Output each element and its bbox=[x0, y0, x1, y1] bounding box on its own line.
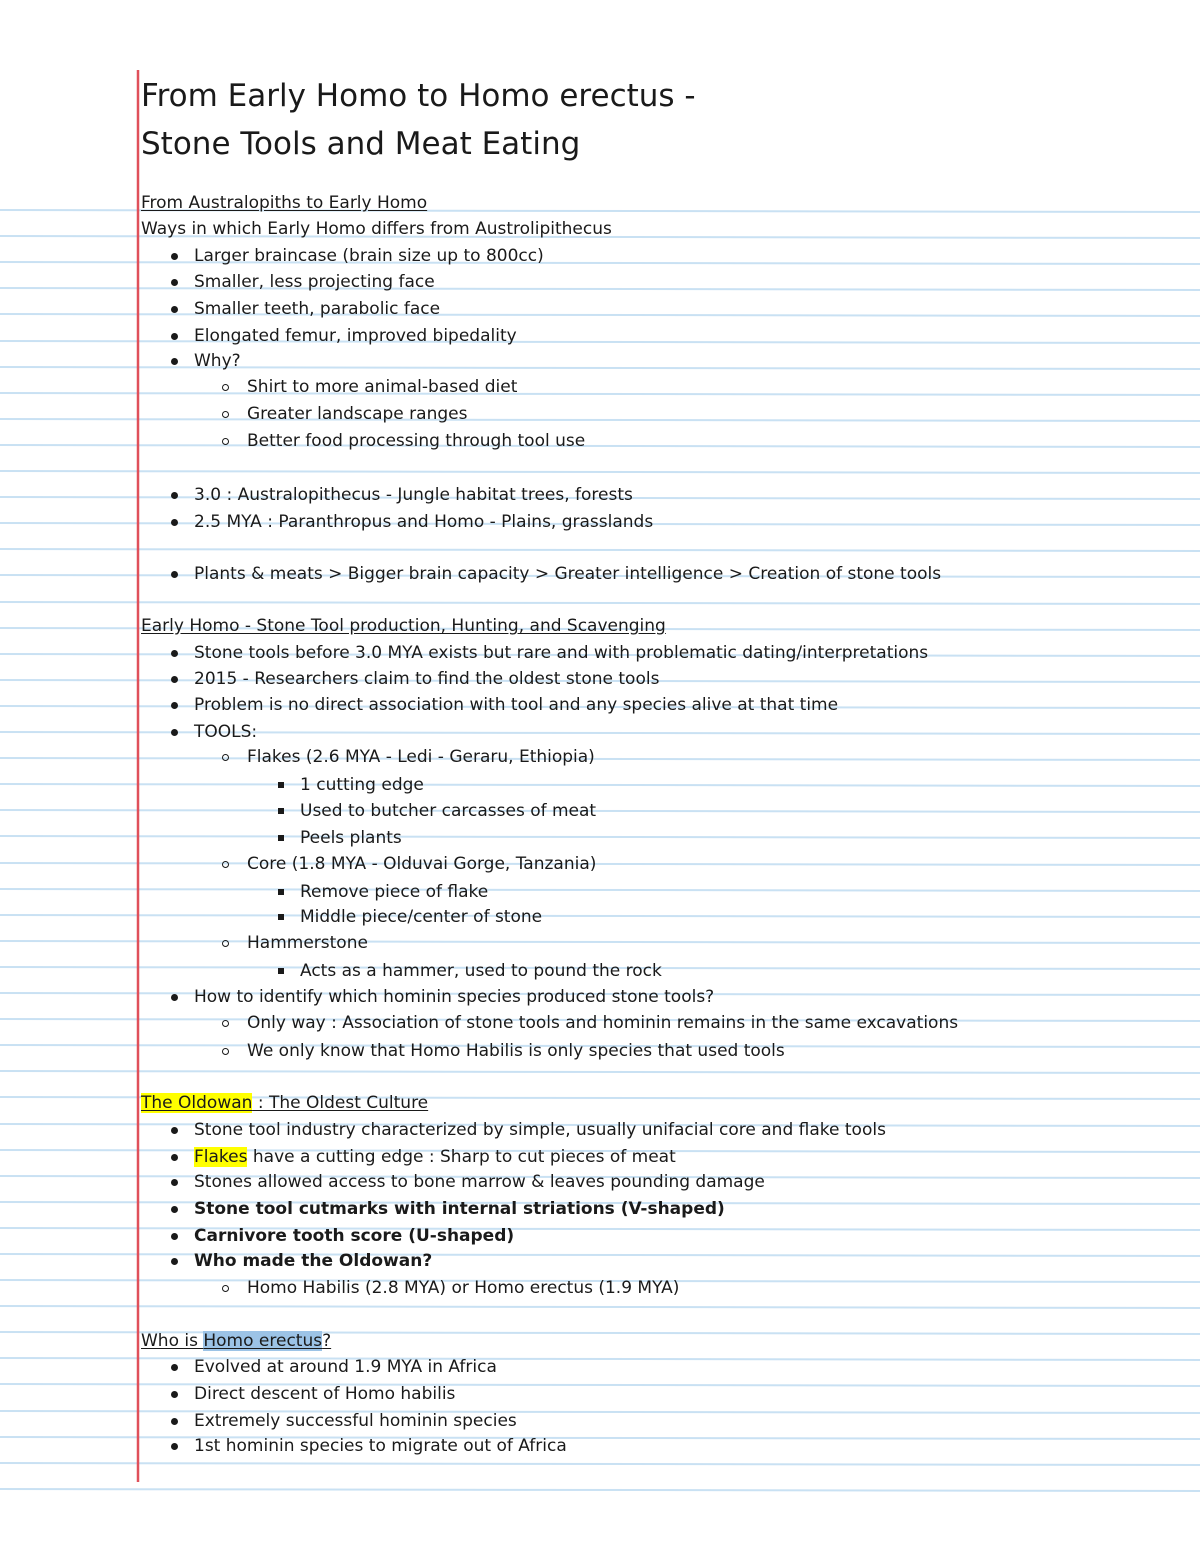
list-item-bold: Stone tool cutmarks with internal striations (V-shaped) bbox=[194, 1199, 725, 1219]
list-item: 2015 - Researchers claim to find the oldest stone tools bbox=[194, 669, 660, 689]
bullet-icon bbox=[171, 1391, 178, 1398]
list-item-bold: Carnivore tooth score (U-shaped) bbox=[194, 1226, 515, 1246]
bullet-icon bbox=[171, 1418, 178, 1425]
ruled-line bbox=[0, 863, 1200, 865]
bullet-icon bbox=[171, 702, 178, 709]
ruled-line bbox=[0, 445, 1200, 447]
bullet-icon bbox=[171, 729, 178, 736]
sub-list-item: Better food processing through tool use bbox=[247, 431, 586, 451]
bullet-icon bbox=[171, 1206, 178, 1213]
bullet-icon bbox=[171, 279, 178, 286]
list-item: How to identify which hominin species produced stone tools? bbox=[194, 987, 715, 1007]
sub-sub-list-item: Peels plants bbox=[300, 828, 402, 848]
ruled-line bbox=[0, 941, 1200, 943]
list-item: Stone tool industry characterized by simple, usually unifacial core and flake tools bbox=[194, 1120, 886, 1140]
sub-sub-list-item: Used to butcher carcasses of meat bbox=[300, 801, 597, 821]
bullet-icon bbox=[171, 358, 178, 365]
section-heading-homo-erectus bbox=[141, 1331, 331, 1351]
bullet-icon bbox=[171, 1364, 178, 1371]
bullet-icon bbox=[171, 1233, 178, 1240]
list-item: Problem is no direct association with tool and any species alive at that time bbox=[194, 695, 839, 715]
ruled-line bbox=[0, 1411, 1200, 1413]
sub-sub-list-item: Remove piece of flake bbox=[300, 882, 489, 902]
list-item: Larger braincase (brain size up to 800cc) bbox=[194, 246, 544, 266]
list-item: 1st hominin species to migrate out of Africa bbox=[194, 1436, 567, 1456]
ruled-line bbox=[0, 784, 1200, 786]
page-title-line-2: Stone Tools and Meat Eating bbox=[141, 126, 581, 162]
ruled-line bbox=[0, 367, 1200, 369]
sub-sub-list-item: Middle piece/center of stone bbox=[300, 907, 543, 927]
sub-list-item: We only know that Homo Habilis is only species that used tools bbox=[247, 1041, 785, 1061]
bullet-icon bbox=[171, 1127, 178, 1134]
circle-bullet-icon bbox=[222, 1285, 229, 1292]
highlight-oldowan: The Oldowan bbox=[141, 1093, 253, 1113]
page-title-line-1: From Early Homo to Homo erectus - bbox=[141, 78, 696, 114]
square-bullet-icon bbox=[278, 914, 284, 920]
ruled-line bbox=[0, 836, 1200, 838]
ruled-line bbox=[0, 1463, 1200, 1465]
sub-list-item-core: Core (1.8 MYA - Olduvai Gorge, Tanzania) bbox=[247, 854, 597, 874]
sub-list-item-hammerstone: Hammerstone bbox=[247, 933, 368, 953]
ruled-line bbox=[0, 1358, 1200, 1360]
bullet-icon bbox=[171, 492, 178, 499]
bullet-icon bbox=[171, 650, 178, 657]
bullet-icon bbox=[171, 519, 178, 526]
list-item: Evolved at around 1.9 MYA in Africa bbox=[194, 1357, 497, 1377]
list-item: Why? bbox=[194, 351, 241, 371]
section-heading-early-homo: Early Homo - Stone Tool production, Hunting, and Scavenging bbox=[141, 616, 666, 636]
section-intro: Ways in which Early Homo differs from Austrolipithecus bbox=[141, 219, 612, 239]
bullet-icon bbox=[171, 1154, 178, 1161]
circle-bullet-icon bbox=[222, 940, 229, 947]
ruled-line bbox=[0, 602, 1200, 604]
bullet-icon bbox=[171, 1443, 178, 1450]
sub-list-item: Greater landscape ranges bbox=[247, 404, 468, 424]
ruled-line bbox=[0, 1254, 1200, 1256]
square-bullet-icon bbox=[278, 968, 284, 974]
ruled-line bbox=[0, 1437, 1200, 1439]
square-bullet-icon bbox=[278, 835, 284, 841]
heading-post: ? bbox=[322, 1331, 332, 1351]
square-bullet-icon bbox=[278, 889, 284, 895]
square-bullet-icon bbox=[278, 808, 284, 814]
list-item: 3.0 : Australopithecus - Jungle habitat trees, forests bbox=[194, 485, 633, 505]
circle-bullet-icon bbox=[222, 861, 229, 868]
ruled-line bbox=[0, 288, 1200, 290]
heading-pre: Who is bbox=[141, 1331, 204, 1351]
ruled-line bbox=[0, 915, 1200, 917]
list-item: Stones allowed access to bone marrow & leaves pounding damage bbox=[194, 1172, 765, 1192]
ruled-line bbox=[0, 1489, 1200, 1491]
ruled-line bbox=[0, 471, 1200, 473]
ruled-line bbox=[0, 810, 1200, 812]
ruled-line bbox=[0, 1384, 1200, 1386]
bullet-icon bbox=[171, 333, 178, 340]
bullet-icon bbox=[171, 1179, 178, 1186]
ruled-line bbox=[0, 758, 1200, 760]
ruled-line bbox=[0, 393, 1200, 395]
list-item-bold: Who made the Oldowan? bbox=[194, 1251, 433, 1271]
highlight-homo-erectus: Homo erectus bbox=[203, 1331, 323, 1351]
bullet-icon bbox=[171, 253, 178, 260]
list-item: Direct descent of Homo habilis bbox=[194, 1384, 456, 1404]
bullet-icon bbox=[171, 306, 178, 313]
highlight-flakes: Flakes bbox=[194, 1147, 248, 1167]
circle-bullet-icon bbox=[222, 411, 229, 418]
square-bullet-icon bbox=[278, 782, 284, 788]
ruled-line bbox=[0, 889, 1200, 891]
bullet-icon bbox=[171, 994, 178, 1001]
bullet-icon bbox=[171, 1258, 178, 1265]
bullet-icon bbox=[171, 676, 178, 683]
heading-rest: : The Oldest Culture bbox=[252, 1093, 429, 1113]
sub-list-item: Shirt to more animal-based diet bbox=[247, 377, 518, 397]
bullet-icon bbox=[171, 571, 178, 578]
circle-bullet-icon bbox=[222, 1020, 229, 1027]
list-item: Elongated femur, improved bipedality bbox=[194, 326, 517, 346]
list-item: Smaller, less projecting face bbox=[194, 272, 435, 292]
circle-bullet-icon bbox=[222, 1048, 229, 1055]
ruled-line bbox=[0, 341, 1200, 343]
circle-bullet-icon bbox=[222, 754, 229, 761]
list-item: Extremely successful hominin species bbox=[194, 1411, 517, 1431]
list-item: Stone tools before 3.0 MYA exists but rare and with problematic dating/interpretations bbox=[194, 643, 929, 663]
section-heading-australopiths: From Australopiths to Early Homo bbox=[141, 193, 428, 213]
list-item: TOOLS: bbox=[194, 722, 258, 742]
ruled-line bbox=[0, 262, 1200, 264]
sub-sub-list-item: Acts as a hammer, used to pound the rock bbox=[300, 961, 662, 981]
circle-bullet-icon bbox=[222, 438, 229, 445]
sub-list-item-flakes: Flakes (2.6 MYA - Ledi - Geraru, Ethiopia) bbox=[247, 747, 595, 767]
ruled-line bbox=[0, 419, 1200, 421]
list-item: Plants & meats > Bigger brain capacity > Greater intelligence > Creation of stone tools bbox=[194, 564, 942, 584]
ruled-line bbox=[0, 732, 1200, 734]
section-heading-oldowan bbox=[141, 1093, 428, 1113]
ruled-line bbox=[0, 1071, 1200, 1073]
sub-sub-list-item: 1 cutting edge bbox=[300, 775, 424, 795]
ruled-line bbox=[0, 549, 1200, 551]
list-item bbox=[194, 1147, 676, 1167]
list-item-rest: have a cutting edge : Sharp to cut pieces of meat bbox=[247, 1147, 676, 1167]
circle-bullet-icon bbox=[222, 384, 229, 391]
ruled-line bbox=[0, 1306, 1200, 1308]
ruled-line bbox=[0, 1228, 1200, 1230]
list-item: Smaller teeth, parabolic face bbox=[194, 299, 441, 319]
sub-list-item: Only way : Association of stone tools and hominin remains in the same excavations bbox=[247, 1013, 959, 1033]
ruled-line bbox=[0, 314, 1200, 316]
list-item: 2.5 MYA : Paranthropus and Homo - Plains, grasslands bbox=[194, 512, 654, 532]
sub-list-item: Homo Habilis (2.8 MYA) or Homo erectus (1.9 MYA) bbox=[247, 1278, 680, 1298]
